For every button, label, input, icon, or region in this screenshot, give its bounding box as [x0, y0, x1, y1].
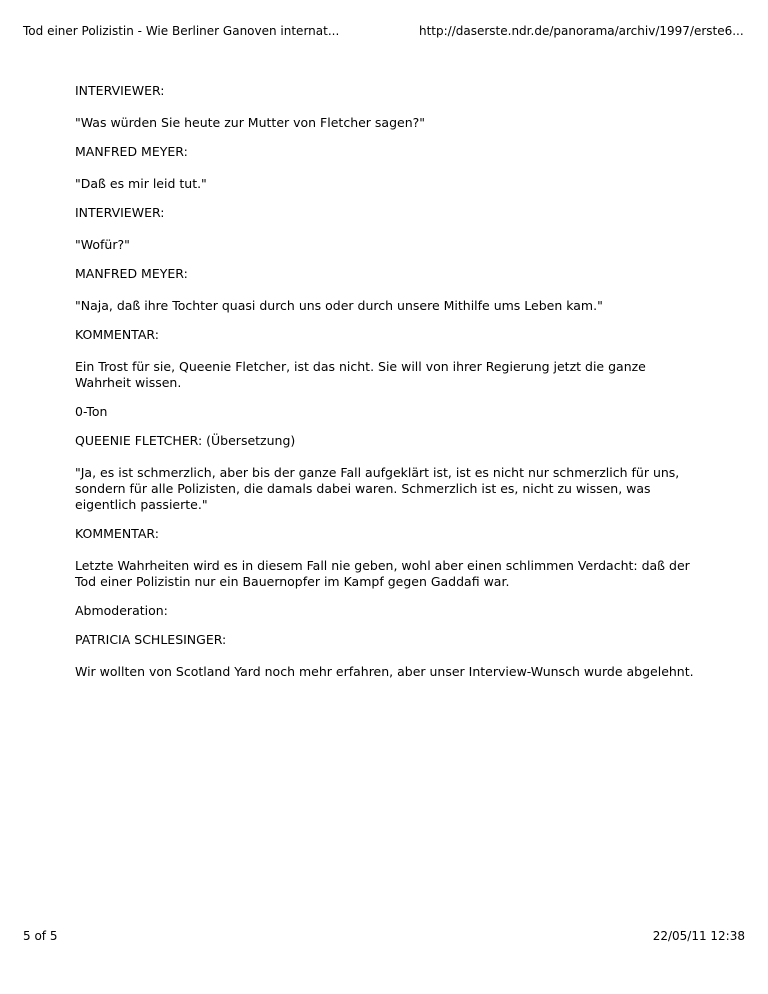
speaker-label: KOMMENTAR:	[75, 526, 159, 541]
document-title: Tod einer Polizistin - Wie Berliner Ganoven internat...	[23, 24, 340, 38]
speaker-label: INTERVIEWER:	[75, 83, 165, 98]
speaker-label: KOMMENTAR:	[75, 327, 159, 342]
transcript-paragraph: 0-Ton	[75, 404, 108, 419]
transcript-paragraph: Wir wollten von Scotland Yard noch mehr erfahren, aber unser Interview-Wunsch wurde abgelehnt.	[75, 664, 694, 679]
transcript-paragraph: "Naja, daß ihre Tochter quasi durch uns oder durch unsere Mithilfe ums Leben kam."	[75, 298, 603, 313]
transcript-paragraph: "Was würden Sie heute zur Mutter von Fletcher sagen?"	[75, 115, 426, 130]
document-url: http://daserste.ndr.de/panorama/archiv/1997/erste6...	[419, 24, 744, 38]
print-datetime: 22/05/11 12:38	[652, 929, 745, 943]
speaker-label: MANFRED MEYER:	[75, 144, 188, 159]
transcript-paragraph: Ein Trost für sie, Queenie Fletcher, ist das nicht. Sie will von ihrer Regierung jetzt die ganze Wahrheit wissen.	[75, 359, 646, 390]
print-header	[23, 22, 745, 40]
speaker-label: QUEENIE FLETCHER: (Übersetzung)	[75, 433, 296, 448]
page-number: 5 of 5	[23, 929, 58, 943]
speaker-label: PATRICIA SCHLESINGER:	[75, 632, 227, 647]
transcript-body	[75, 83, 705, 693]
speaker-label: MANFRED MEYER:	[75, 266, 188, 281]
speaker-label: INTERVIEWER:	[75, 205, 165, 220]
transcript-paragraph: "Daß es mir leid tut."	[75, 176, 207, 191]
transcript-paragraph: Abmoderation:	[75, 603, 168, 618]
transcript-paragraph: "Ja, es ist schmerzlich, aber bis der ganze Fall aufgeklärt ist, ist es nicht nur schmerzlich für uns, sondern für alle Polizisten, die damals dabei waren. Schmerzlich ist es, nicht zu wissen, was eigentlich passierte."	[75, 465, 680, 512]
transcript-paragraph: Letzte Wahrheiten wird es in diesem Fall nie geben, wohl aber einen schlimmen Verdacht: daß der Tod einer Polizistin nur ein Bauernopfer im Kampf gegen Gaddafi war.	[75, 558, 690, 589]
print-footer	[23, 927, 745, 945]
transcript-paragraph: "Wofür?"	[75, 237, 130, 252]
